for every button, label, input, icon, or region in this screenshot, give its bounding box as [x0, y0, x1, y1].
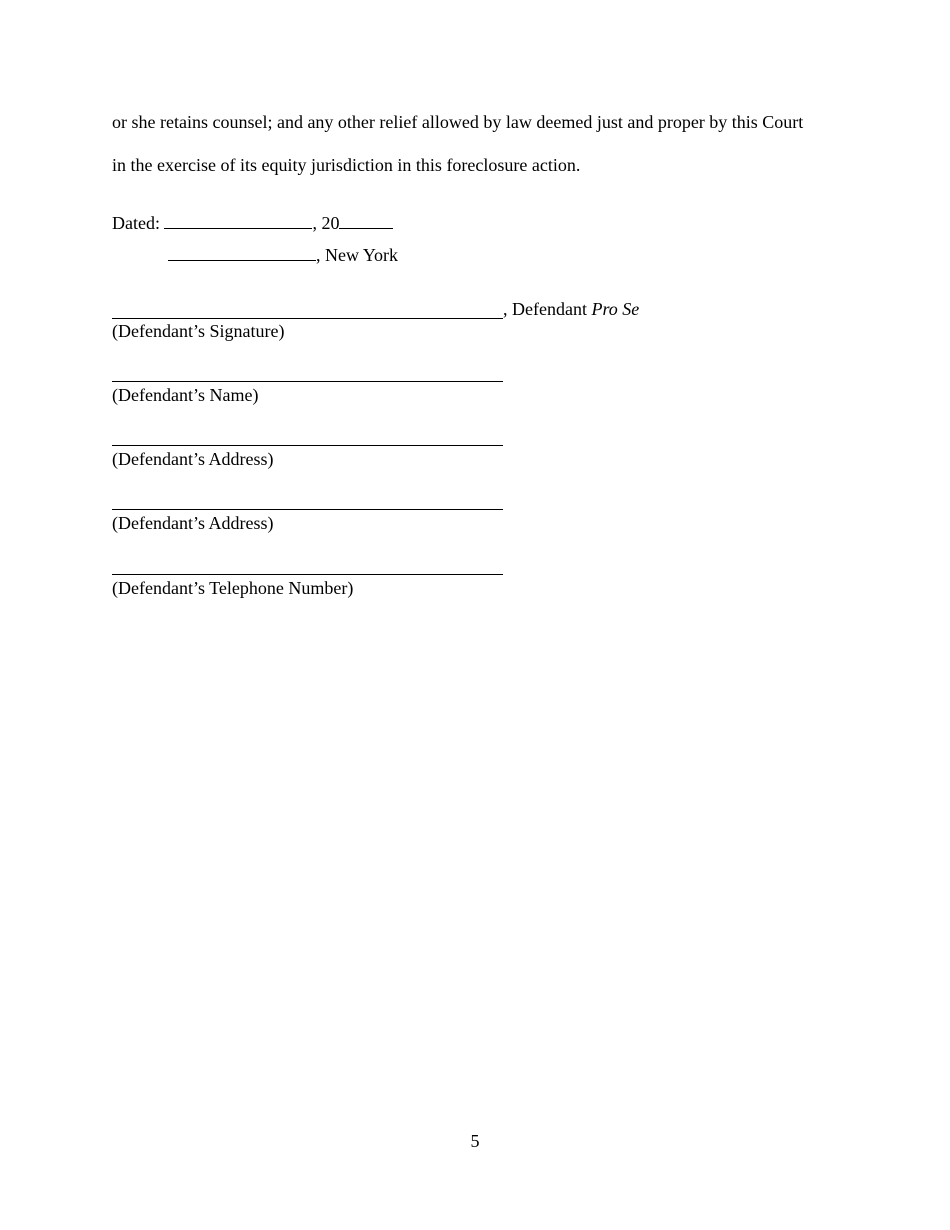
address-1-label: (Defendant’s Address) — [112, 449, 274, 469]
year-prefix: , 20 — [312, 213, 340, 233]
role-pro-se: Pro Se — [591, 299, 640, 319]
dated-line — [112, 212, 393, 234]
signature-label: (Defendant’s Signature) — [112, 321, 285, 341]
date-blank[interactable] — [164, 212, 312, 229]
location-blank[interactable] — [168, 244, 316, 261]
name-label: (Defendant’s Name) — [112, 385, 259, 405]
address-2-blank[interactable] — [112, 509, 503, 510]
address-2-label: (Defendant’s Address) — [112, 513, 274, 533]
paragraph-line-2: in the exercise of its equity jurisdiction in this foreclosure action. — [112, 155, 581, 175]
location-line — [168, 244, 398, 266]
name-blank[interactable] — [112, 381, 503, 382]
signature-blank[interactable] — [112, 318, 503, 319]
paragraph-line-1: or she retains counsel; and any other relief allowed by law deemed just and proper by this Court — [112, 112, 804, 132]
year-blank[interactable] — [339, 212, 393, 229]
page-number: 5 — [470, 1131, 480, 1151]
role-prefix: , Defendant — [503, 299, 592, 319]
telephone-blank[interactable] — [112, 574, 503, 575]
defendant-role — [503, 298, 639, 320]
telephone-label: (Defendant’s Telephone Number) — [112, 578, 354, 598]
address-1-blank[interactable] — [112, 445, 503, 446]
dated-label: Dated: — [112, 213, 160, 233]
location-suffix: , New York — [316, 245, 399, 265]
